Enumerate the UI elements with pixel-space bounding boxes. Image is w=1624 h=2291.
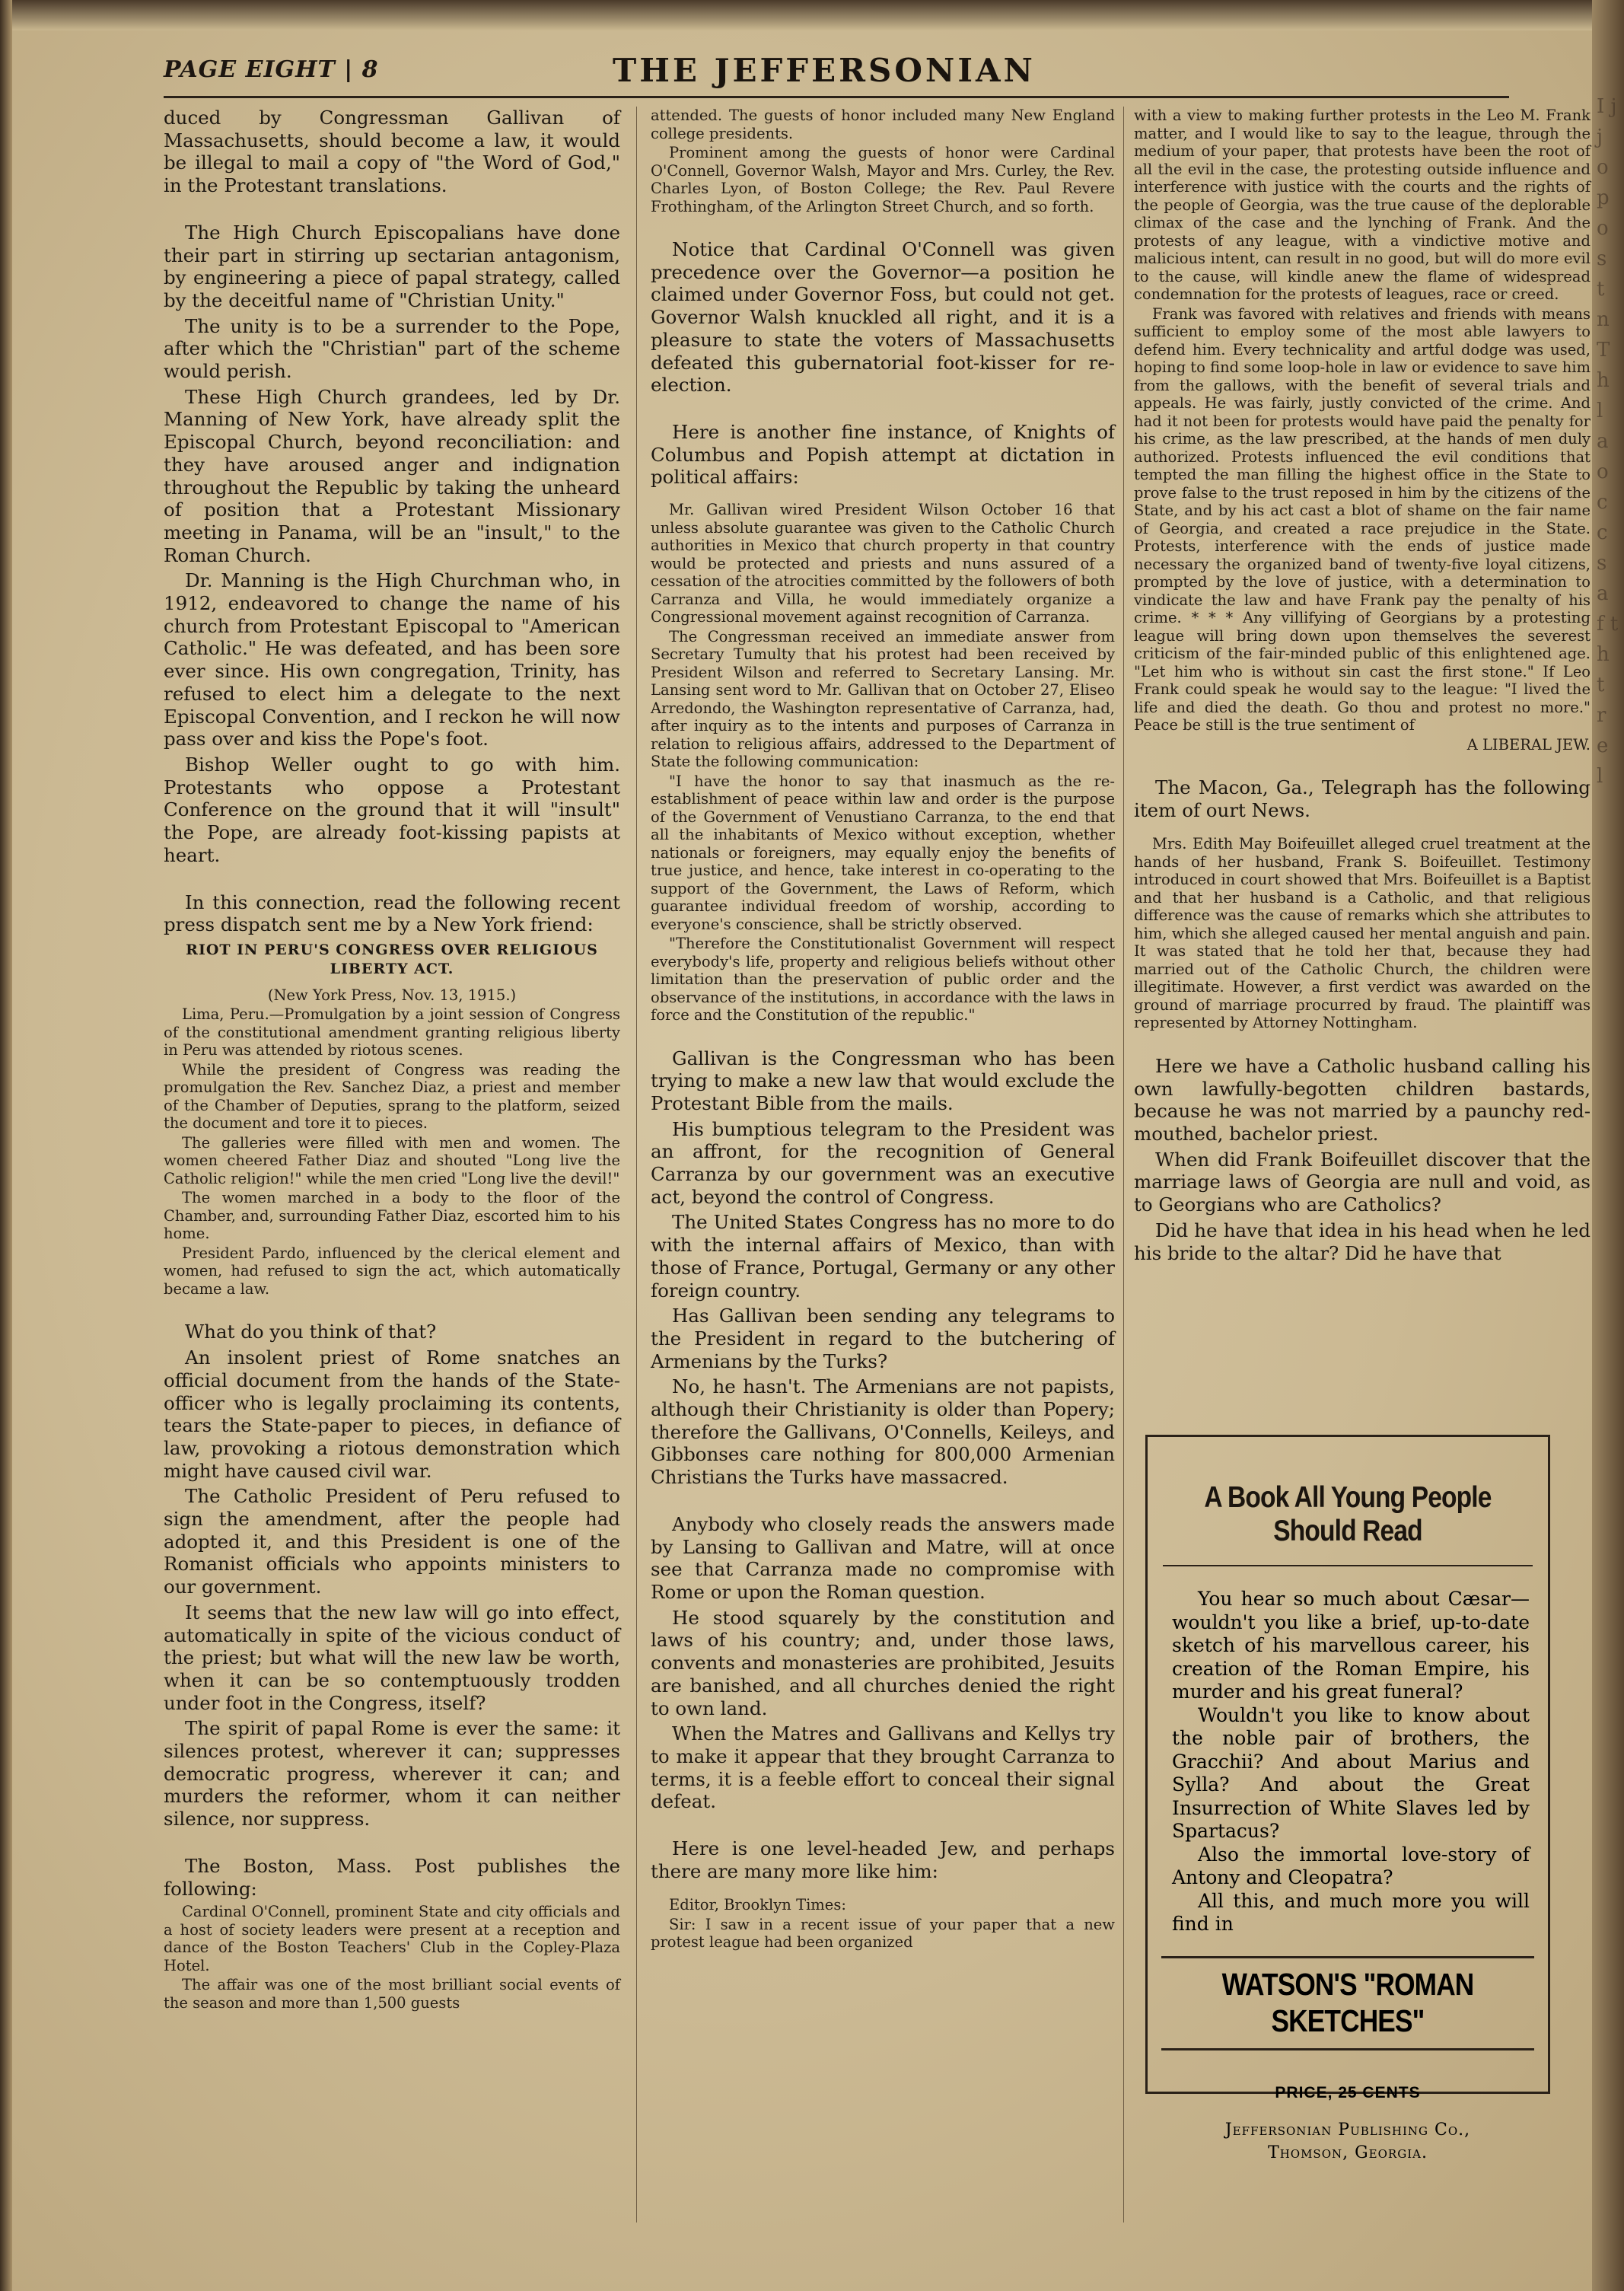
page-header [164, 52, 1511, 88]
paragraph: The Boston, Mass. Post publishes the following: [164, 1854, 620, 1900]
page-top-edge [0, 0, 1624, 30]
paragraph: When did Frank Boifeuillet discover that the marriage laws of Georgia are null and void, as to Georgians who are Catholics? [1134, 1148, 1591, 1216]
quoted-paragraph: Lima, Peru.—Promulgation by a joint session of Congress of the constitutional amendment granting religious liberty in Peru was attended by riotous scenes. [164, 1005, 620, 1059]
page-left-edge [0, 0, 12, 2291]
quoted-paragraph: The women marched in a body to the floor of the Chamber, and, surrounding Father Diaz, escorted him to his home. [164, 1189, 620, 1243]
ad-price: PRICE, 25 CENTS [1275, 2083, 1421, 2101]
paragraph: An insolent priest of Rome snatches an official document from the hands of the State-officer who is legally proclaiming its contents, tears the State-paper to pieces, in defiance of law, provoking a riotous demonstration which might have caused civil war. [164, 1346, 620, 1482]
quoted-paragraph: Prominent among the guests of honor were Cardinal O'Connell, Governor Walsh, Mayor and Mrs. Curley, the Rev. Charles Lyon, of Boston College; the Rev. Paul Revere Frothingham, of the Arlington Street Church, and so forth. [651, 144, 1115, 215]
dateline: (New York Press, Nov. 13, 1915.) [267, 986, 517, 1004]
paragraph: Dr. Manning is the High Churchman who, in 1912, endeavored to change the name of his church from Protestant Episcopal to "American Catholic." He was defeated, and has been sore ever since. His own congregation, Trinity, has refused to elect him a delegate to the next Episcopal Convention, and I reckon he will now pass over and kiss the Pope's foot. [164, 569, 620, 750]
paragraph: duced by Congressman Gallivan of Massachusetts, should become a law, it would be illegal to mail a copy of "the Word of God," in the Protestant translations. [164, 107, 620, 197]
quoted-paragraph: Cardinal O'Connell, prominent State and city officials and a host of society leaders were present at a reception and dance of the Boston Teachers' Club in the Copley-Plaza Hotel. [164, 1903, 620, 1974]
page-number: PAGE EIGHT | 8 [164, 56, 379, 83]
ad-rule [1163, 1565, 1533, 1566]
paragraph: Here we have a Catholic husband calling his own lawfully-begotten children bastards, because he was not married by a paunchy red-mouthed, bachelor priest. [1134, 1054, 1591, 1146]
paragraph: No, he hasn't. The Armenians are not papists, although their Christianity is older than Popery; therefore the Gallivans, O'Connells, Keileys, and Gibbonses care nothing for 800,000 Armenian Christians the Turks have massacred. [651, 1375, 1115, 1489]
ad-title: A Book All Young People Should Read [1204, 1481, 1492, 1547]
quoted-paragraph: Mrs. Edith May Boifeuillet alleged cruel treatment at the hands of her husband, Frank S. Boifeuillet. Testimony introduced in court showed that Mrs. Boifeuillet is a Baptist and that her husband is a Catholic, and that religious difference was the cause of remarks which she attributes to him, which she alleged caused her mental anguish and pain. It was stated that he told her that, because they had married out of the Catholic Church, the children were illegitimate. However, a first verdict was awarded on the ground of marriage procurred by fraud. The plaintiff was represented by Attorney Nottingham. [1134, 835, 1591, 1032]
ad-paragraph: Also the immortal love-story of Antony and Cleopatra? [1172, 1843, 1530, 1888]
quoted-paragraph: Frank was favored with relatives and friends with means sufficient to employ some of the most able lawyers to defend him. Every technicality and artful dodge was used, hoping to find some loop-hole in law or evidence to save him from the gallows, with the benefit of several trials and appeals. He was fairly, justly convicted of the crime. And had it not been for protests would have paid the penalty for his crime, as the law prescribed, at the hands of men duly authorized. Protests influenced the evil conditions that tempted the man filling the highest office in the State to prove false to the trust reposed in him by the citizens of the State, and by his act cast a blot of shame on the fair name of Georgia, and created a race prejudice in the State. Protests, interference with the ends of justice made necessary the organized band of twenty-five loyal citizens, prompted by the love of justice, with a determination to vindicate the law and have Frank pay the penalty of his crime. * * * Any villifying of Georgians by a protesting league will bring down upon themselves the severest criticism of the fair-minded public of this enlightened age. "Let him who is without sin cast the first stone." If Leo Frank could speak he would say to the league: "I lived the life and died the death. Go thou and protest no more." Peace be still is the true sentiment of [1134, 304, 1591, 734]
paragraph: Here is one level-headed Jew, and perhaps there are many more like him: [651, 1837, 1115, 1882]
article-heading: RIOT IN PERU'S CONGRESS OVER RELIGIOUS LIBERTY ACT. [186, 941, 598, 977]
ad-product-box [1161, 1956, 1534, 2050]
quoted-paragraph: The affair was one of the most brilliant social events of the season and more than 1,500 guests [164, 1976, 620, 2012]
paragraph: Anybody who closely reads the answers made by Lansing to Gallivan and Matre, will at once see that Carranza made no compromise with Rome or upon the Roman question. [651, 1512, 1115, 1603]
quoted-paragraph: President Pardo, influenced by the clerical element and women, had refused to sign the act, which automatically became a law. [164, 1244, 620, 1298]
paragraph: The High Church Episcopalians have done their part in stirring up sectarian antagonism, by engineering a piece of papal strategy, called by the deceitful name of "Christian Unity." [164, 221, 620, 311]
ad-paragraph: Wouldn't you like to know about the noble pair of brothers, the Gracchii? And about Marius and Sylla? And about the Great Insurrection of White Slaves led by Spartacus? [1172, 1703, 1530, 1842]
ad-publisher-location: Thomson, Georgia. [1268, 2143, 1428, 2162]
quoted-paragraph: The galleries were filled with men and women. The women cheered Father Diaz and shouted "Long live the Catholic religion!" while the men cried "Long live the devil!" [164, 1133, 620, 1187]
paragraph: He stood squarely by the constitution and laws of his country; and, under those laws, convents and monasteries are prohibited, Jesuits are banished, and all churches denied the right to own land. [651, 1606, 1115, 1719]
ad-paragraph: You hear so much about Cæsar—wouldn't you like a brief, up-to-date sketch of his marvellous career, his creation of the Roman Empire, his murder and his great funeral? [1172, 1588, 1530, 1703]
paragraph: The Macon, Ga., Telegraph has the following item of ourt News. [1134, 776, 1591, 821]
ad-body [1148, 1588, 1548, 1936]
masthead-title: THE JEFFERSONIAN [613, 52, 1036, 89]
column-1 [164, 107, 620, 2230]
book-advertisement [1145, 1435, 1550, 2162]
paragraph: Notice that Cardinal O'Connell was given precedence over the Governor—a position he claimed under Governor Foss, but could not get. Governor Walsh knuckled all right, and it is a pleasure to state the voters of Massachusetts defeated this gubernatorial foot-kisser for re-election. [651, 238, 1115, 397]
paragraph: When the Matres and Gallivans and Kellys try to make it appear that they brought Carranza to terms, it is a feeble effort to conceal their signal defeat. [651, 1722, 1115, 1813]
quoted-paragraph: While the president of Congress was reading the promulgation the Rev. Sanchez Diaz, a priest and member of the Chamber of Deputies, sprang to the platform, seized the document and tore it to pieces. [164, 1060, 620, 1133]
ad-paragraph: All this, and much more you will find in [1172, 1889, 1530, 1935]
paragraph: What do you think of that? [185, 1321, 437, 1343]
paragraph: Gallivan is the Congressman who has been trying to make a new law that would exclude the Protestant Bible from the mails. [651, 1047, 1115, 1114]
paragraph: These High Church grandees, led by Dr. Manning of New York, have already split the Episcopal Church, beyond reconciliation: and they have aroused anger and indignation throughout the Republic by taking the unheard of position that a Protestant Missionary meeting in Panama, will be an "insult," to the Roman Church. [164, 385, 620, 566]
ad-publisher-name: Jeffersonian Publishing Co., [1224, 2120, 1471, 2140]
paragraph: His bumptious telegram to the President was an affront, for the recognition of General Carranza by our government was an executive act, beyond the control of Congress. [651, 1117, 1115, 1208]
paragraph: The unity is to be a surrender to the Pope, after which the "Christian" part of the scheme would perish. [164, 314, 620, 383]
quoted-paragraph: Sir: I saw in a recent issue of your paper that a new protest league had been organized [651, 1915, 1115, 1952]
letter-signature: A LIBERAL JEW. [1466, 735, 1591, 754]
paragraph: The Catholic President of Peru refused to sign the amendment, after the people had adopted it, and this President is one of the Romanist officials who appoints ministers to our government. [164, 1485, 620, 1598]
quoted-paragraph: Mr. Gallivan wired President Wilson October 16 that unless absolute guarantee was given to the Catholic Church authorities in Mexico that church property in that country would be protected and priests and nuns assured of a cessation of the atrocities committed by the followers of both Carranza and Villa, he would immediately organize a Congressional movement against recognition of Carranza. [651, 501, 1115, 626]
adjacent-page-bleed: I j j o p o s t n T h l a o c c s a f t h t r e l [1597, 95, 1619, 788]
ad-publisher [1148, 2119, 1548, 2165]
quoted-paragraph: Editor, Brooklyn Times: [669, 1896, 846, 1914]
header-rule [164, 96, 1509, 98]
paragraph: Here is another fine instance, of Knights of Columbus and Popish attempt at dictation in political affairs: [651, 420, 1115, 489]
paragraph: Bishop Weller ought to go with him. Protestants who oppose a Protestant Conference on the ground that it will "insult" the Pope, are already foot-kissing papists at heart. [164, 753, 620, 866]
paragraph: Did he have that idea in his head when he led his bride to the altar? Did he have that [1134, 1219, 1591, 1264]
column-2 [651, 107, 1115, 2230]
quoted-paragraph: "I have the honor to say that inasmuch as the re-establishment of peace within law and order is the purpose of the Government of Venustiano Carranza, to the end that all the inhabitants of Mexico without exception, whether nationals or foreigners, may equally enjoy the benefits of true justice, and hence, take interest in co-operating to the support of the Government, the Laws of Reform, which guarantee individual freedom of worship, according to everyone's conscience, shall be strictly observed. [651, 772, 1115, 933]
column-divider [636, 107, 637, 2222]
paragraph: It seems that the new law will go into effect, automatically in spite of the vicious conduct of the priest; but what will the new law be worth, when it can be so contemptuously trodden under foot in the Congress, itself? [164, 1601, 620, 1714]
paragraph: In this connection, read the following recent press dispatch sent me by a New York friend: [164, 891, 620, 936]
paragraph: Has Gallivan been sending any telegrams to the President in regard to the butchering of Armenians by the Turks? [651, 1305, 1115, 1372]
ad-product-name: WATSON'S "ROMAN SKETCHES" [1221, 1966, 1474, 2038]
quoted-paragraph: "Therefore the Constitutionalist Government will respect everybody's life, property and religious beliefs without other limitation than the preservation of public order and the observance of the institutions, in accordance with the laws in force and the Constitution of the republic." [651, 935, 1115, 1024]
column-divider [1123, 107, 1124, 2222]
quoted-paragraph: with a view to making further protests in the Leo M. Frank matter, and I would like to say to the league, through the medium of your paper, that protests have been the root of all the evil in the case, the protesting outside influence and interference with justice with the courts and the rights of the people of Georgia, was the true cause of the deplorable climax of the case and the lynching of Frank. And the protests of any league, with a vindictive motive and malicious intent, can result in no good, but will do more evil to the cause, will kindle anew the flame of widespread condemnation for the protests of leagues, race or creed. [1134, 107, 1591, 303]
paragraph: The spirit of papal Rome is ever the same: it silences protest, wherever it can; suppresses democratic progress, wherever it can; and murders the reformer, whom it can neither silence, nor suppress. [164, 1717, 620, 1831]
quoted-paragraph: attended. The guests of honor included many New England college presidents. [651, 107, 1115, 142]
quoted-paragraph: The Congressman received an immediate answer from Secretary Tumulty that his protest had been received by President Wilson and referred to Secretary Lansing. Mr. Lansing sent word to Mr. Gallivan that on October 27, Eliseo Arredondo, the Washington representative of Carranza, had, after inquiry as to the intents and purposes of Carranza in relation to religious affairs, addressed to the Department of State the following communication: [651, 627, 1115, 771]
paragraph: The United States Congress has no more to do with the internal affairs of Mexico, than with those of France, Portugal, Germany or any other foreign country. [651, 1211, 1115, 1302]
